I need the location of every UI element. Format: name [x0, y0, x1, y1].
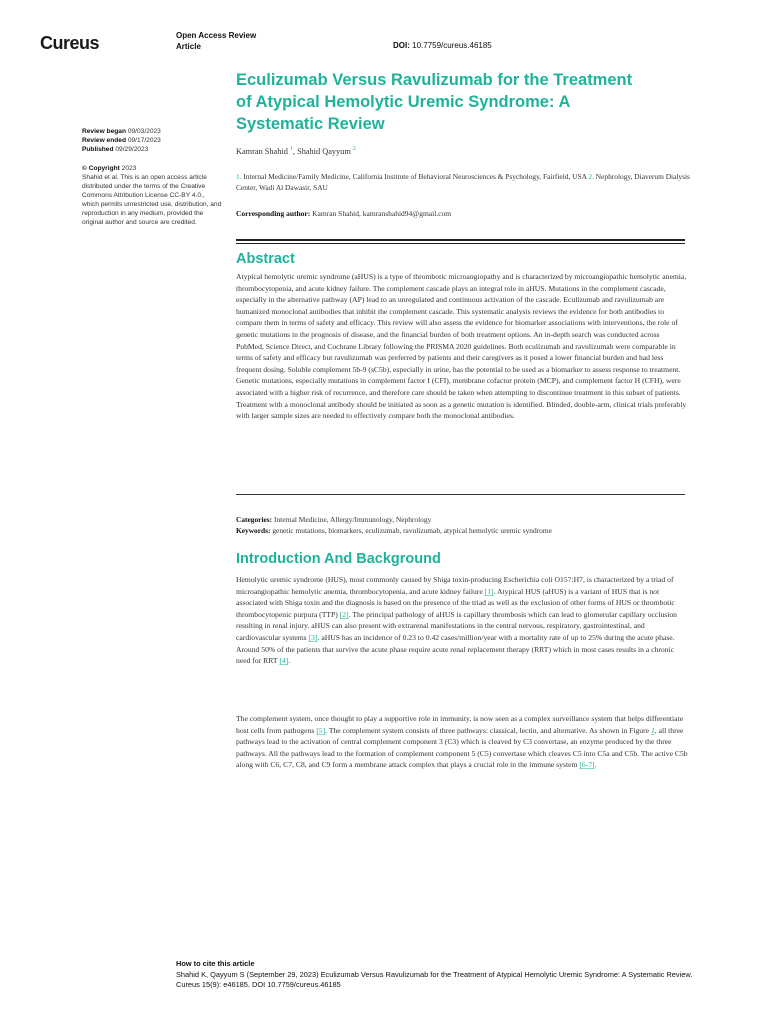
categories-label: Categories:: [236, 515, 273, 524]
affiliation-text: Nephrology, Diaverum Dialysis Center, Wadi Al Dawasir, SAU: [236, 172, 690, 192]
article-title: Eculizumab Versus Ravulizumab for the Treatment of Atypical Hemolytic Uremic Syndrome: A Systematic Review: [236, 71, 633, 133]
article-type: [176, 30, 256, 52]
affiliation-ref[interactable]: 1: [289, 146, 293, 152]
affiliation-number: 2.: [588, 172, 594, 181]
author-separator: ,: [292, 146, 298, 156]
review-ended-label: Review ended: [82, 137, 126, 144]
paragraph-text: .: [288, 656, 291, 666]
keywords-label: Keywords:: [236, 525, 271, 535]
reference-link[interactable]: [3]: [308, 632, 318, 642]
section-divider: [236, 494, 685, 495]
intro-paragraph: [236, 574, 688, 667]
review-dates: [82, 127, 222, 154]
doi: [393, 41, 492, 50]
paragraph-text: , all three pathways lead to the activation of central complement component 3 (C3) which is cleaved by C3 convertase, an enzyme produced by the three pathways. All the pathways lead to the formation of complement component 5 (C5) convertase which cleaves C5 into C5a and C5b. The active C5b along with C6, C7, C8, and C9 form a membrane attack complex that plays a crucial role in the immune system: [236, 725, 688, 770]
author-list: [236, 146, 356, 156]
reference-link[interactable]: [1]: [484, 586, 494, 596]
article-type-line1: Open Access Review: [176, 31, 257, 40]
review-began-date: 09/03/2023: [127, 128, 161, 135]
intro-paragraph: [236, 713, 688, 771]
copyright-label: © Copyright: [82, 165, 120, 172]
affiliation-text: Internal Medicine/Family Medicine, California Institute of Behavioral Neurosciences & Psychology, Fairfield, USA: [243, 172, 587, 181]
affiliation-number: 1.: [236, 172, 242, 181]
paragraph-text: . aHUS has an incidence of 0.23 to 0.42 cases/million/year with a mortality rate of up to 25% during the acute phase. Around 50% of the patients that survive the acute phase require acute renal replacement therapy (RRT) which in most cases results in a chronic need for RRT: [236, 632, 675, 666]
abstract-text: Atypical hemolytic uremic syndrome (aHUS) is a type of thrombotic microangiopathy and is characterized by microangiopathic hemolytic anemia, thrombocytopenia, and acute kidney failure. The complement cascade plays an integral role in aHUS. Mutations in the complement cascade, especially in the alternative pathway (AP) lead to an unregulated and continuous activation of the cascade. Eculizumab and ravulizumab are humanized monoclonal antibodies that inhibit the complement cascade. This systematic analysis reviews the evidence for both antibodies to compare them in terms of safety and efficacy. This review will also assess the evidence for biomarker associations with interventions, the role of genetic mutations in the prognosis of disease, and the financial burden of both treatment options. An in-depth search was conducted across PubMed, Science Direct, and Cochrane Library following the PRISMA 2020 guidelines. Both eculizumab and ravulizumab were comparable in terms of safety and efficacy but ravulizumab was preferred by patients and their caregivers as it posed a lower financial burden and had less frequent dosing. Soluble complement 5b-9 (sC5b), especially in urine, has the potential to be used as a biomarker to assess response to treatment. Genetic mutations, especially mutations in complement factor I (CFI), membrane cofactor protein (MCP), and complement factor H (CFH), were associated with a higher risk of recurrence, and therefore care should be taken when attempting to discontinue treatment in this subset of patients. Treatment with a monoclonal antibody should be initiated as soon as a genetic mutation is identified. Blinded, double-arm, clinical trials preferably with larger sample sizes are needed to effectively compare both the monoclonal antibodies.: [236, 272, 687, 421]
paragraph-text: .: [594, 760, 597, 770]
doi-link[interactable]: 10.7759/cureus.46185: [412, 41, 492, 50]
corresponding-author: [236, 209, 451, 218]
corresponding-label: Corresponding author:: [236, 209, 311, 218]
author-name[interactable]: Kamran Shahid: [236, 146, 288, 156]
section-divider: [236, 243, 685, 244]
paragraph-text: . Atypical HUS (aHUS) is a variant of HUS that is not associated with Shiga toxin and the diagnosis is based on the presence of the triad as well as the exclusion of other forms of HUS or thrombotic thrombocytopenic purpura (TTP): [236, 586, 675, 619]
review-ended-date: 09/17/2023: [127, 137, 161, 144]
intro-heading: Introduction And Background: [236, 551, 441, 567]
reference-link[interactable]: [2]: [339, 609, 349, 619]
paragraph-text: . The principal pathology of aHUS is capillary thrombosis which can lead to glomerular capillary occlusion resulting in renal injury. aHUS can also present with extrarenal manifestations in the central nervous, respiratory, gastrointestinal, and cardiovascular systems: [236, 609, 678, 642]
copyright-notice: [82, 164, 222, 227]
how-to-cite-text: Shahid K, Qayyum S (September 29, 2023) Eculizumab Versus Ravulizumab for the Treatment of Atypical Hemolytic Uremic Syndrome: A Systematic Review. Cureus 15(9): e46185. DOI 10.7759/cureus.46185: [176, 969, 693, 989]
reference-link[interactable]: [4]: [279, 656, 289, 666]
reference-link[interactable]: [6-7]: [579, 760, 595, 770]
reference-link[interactable]: [5]: [316, 725, 326, 735]
how-to-cite: [176, 959, 716, 991]
affiliations: [236, 171, 692, 193]
copyright-year: 2023: [121, 165, 137, 172]
affiliation-ref[interactable]: 2: [352, 146, 356, 152]
paragraph-text: The complement system, once thought to play a supportive role in immunity, is now seen as a complex surveillance system that helps differentiate host cells from pathogens: [236, 714, 684, 735]
categories-keywords: [236, 515, 688, 537]
license-text: Shahid et al. This is an open access article distributed under the terms of the Creative Commons Attribution License CC-BY 4.0., which permits unrestricted use, distribution, and reproduction in any medium, provided the original author and source are credited.: [82, 174, 222, 226]
published-date: 09/29/2023: [115, 146, 149, 153]
paragraph-text: . The complement system consists of three pathways: classical, lectin, and alternative. As shown in Figure: [325, 725, 651, 735]
keywords-value: genetic mutations, biomarkers, eculizumab, ravulizumab, atypical hemolytic uremic syndrome: [272, 525, 552, 535]
how-to-cite-label: How to cite this article: [176, 959, 255, 968]
section-divider: [236, 239, 685, 241]
published-label: Published: [82, 146, 114, 153]
categories-value: Internal Medicine, Allergy/Immunology, Nephrology: [273, 515, 432, 524]
figure-link[interactable]: 1: [650, 725, 655, 735]
author-name[interactable]: Shahid Qayyum: [297, 146, 351, 156]
article-type-line2: Article: [176, 42, 201, 51]
abstract-heading: Abstract: [236, 251, 295, 267]
review-began-label: Review began: [82, 128, 126, 135]
journal-logo[interactable]: Cureus: [40, 33, 100, 53]
doi-label: DOI:: [393, 41, 410, 50]
paragraph-text: Hemolytic uremic syndrome (HUS), most commonly caused by Shiga toxin-producing Escherichia coli O157:H7, is characterized by a triad of microangiopathic hemolytic anemia, thrombocytopenia, and acute kidney failure: [236, 575, 674, 596]
corresponding-value[interactable]: Kamran Shahid, kamranshahid94@gmail.com: [312, 209, 452, 218]
